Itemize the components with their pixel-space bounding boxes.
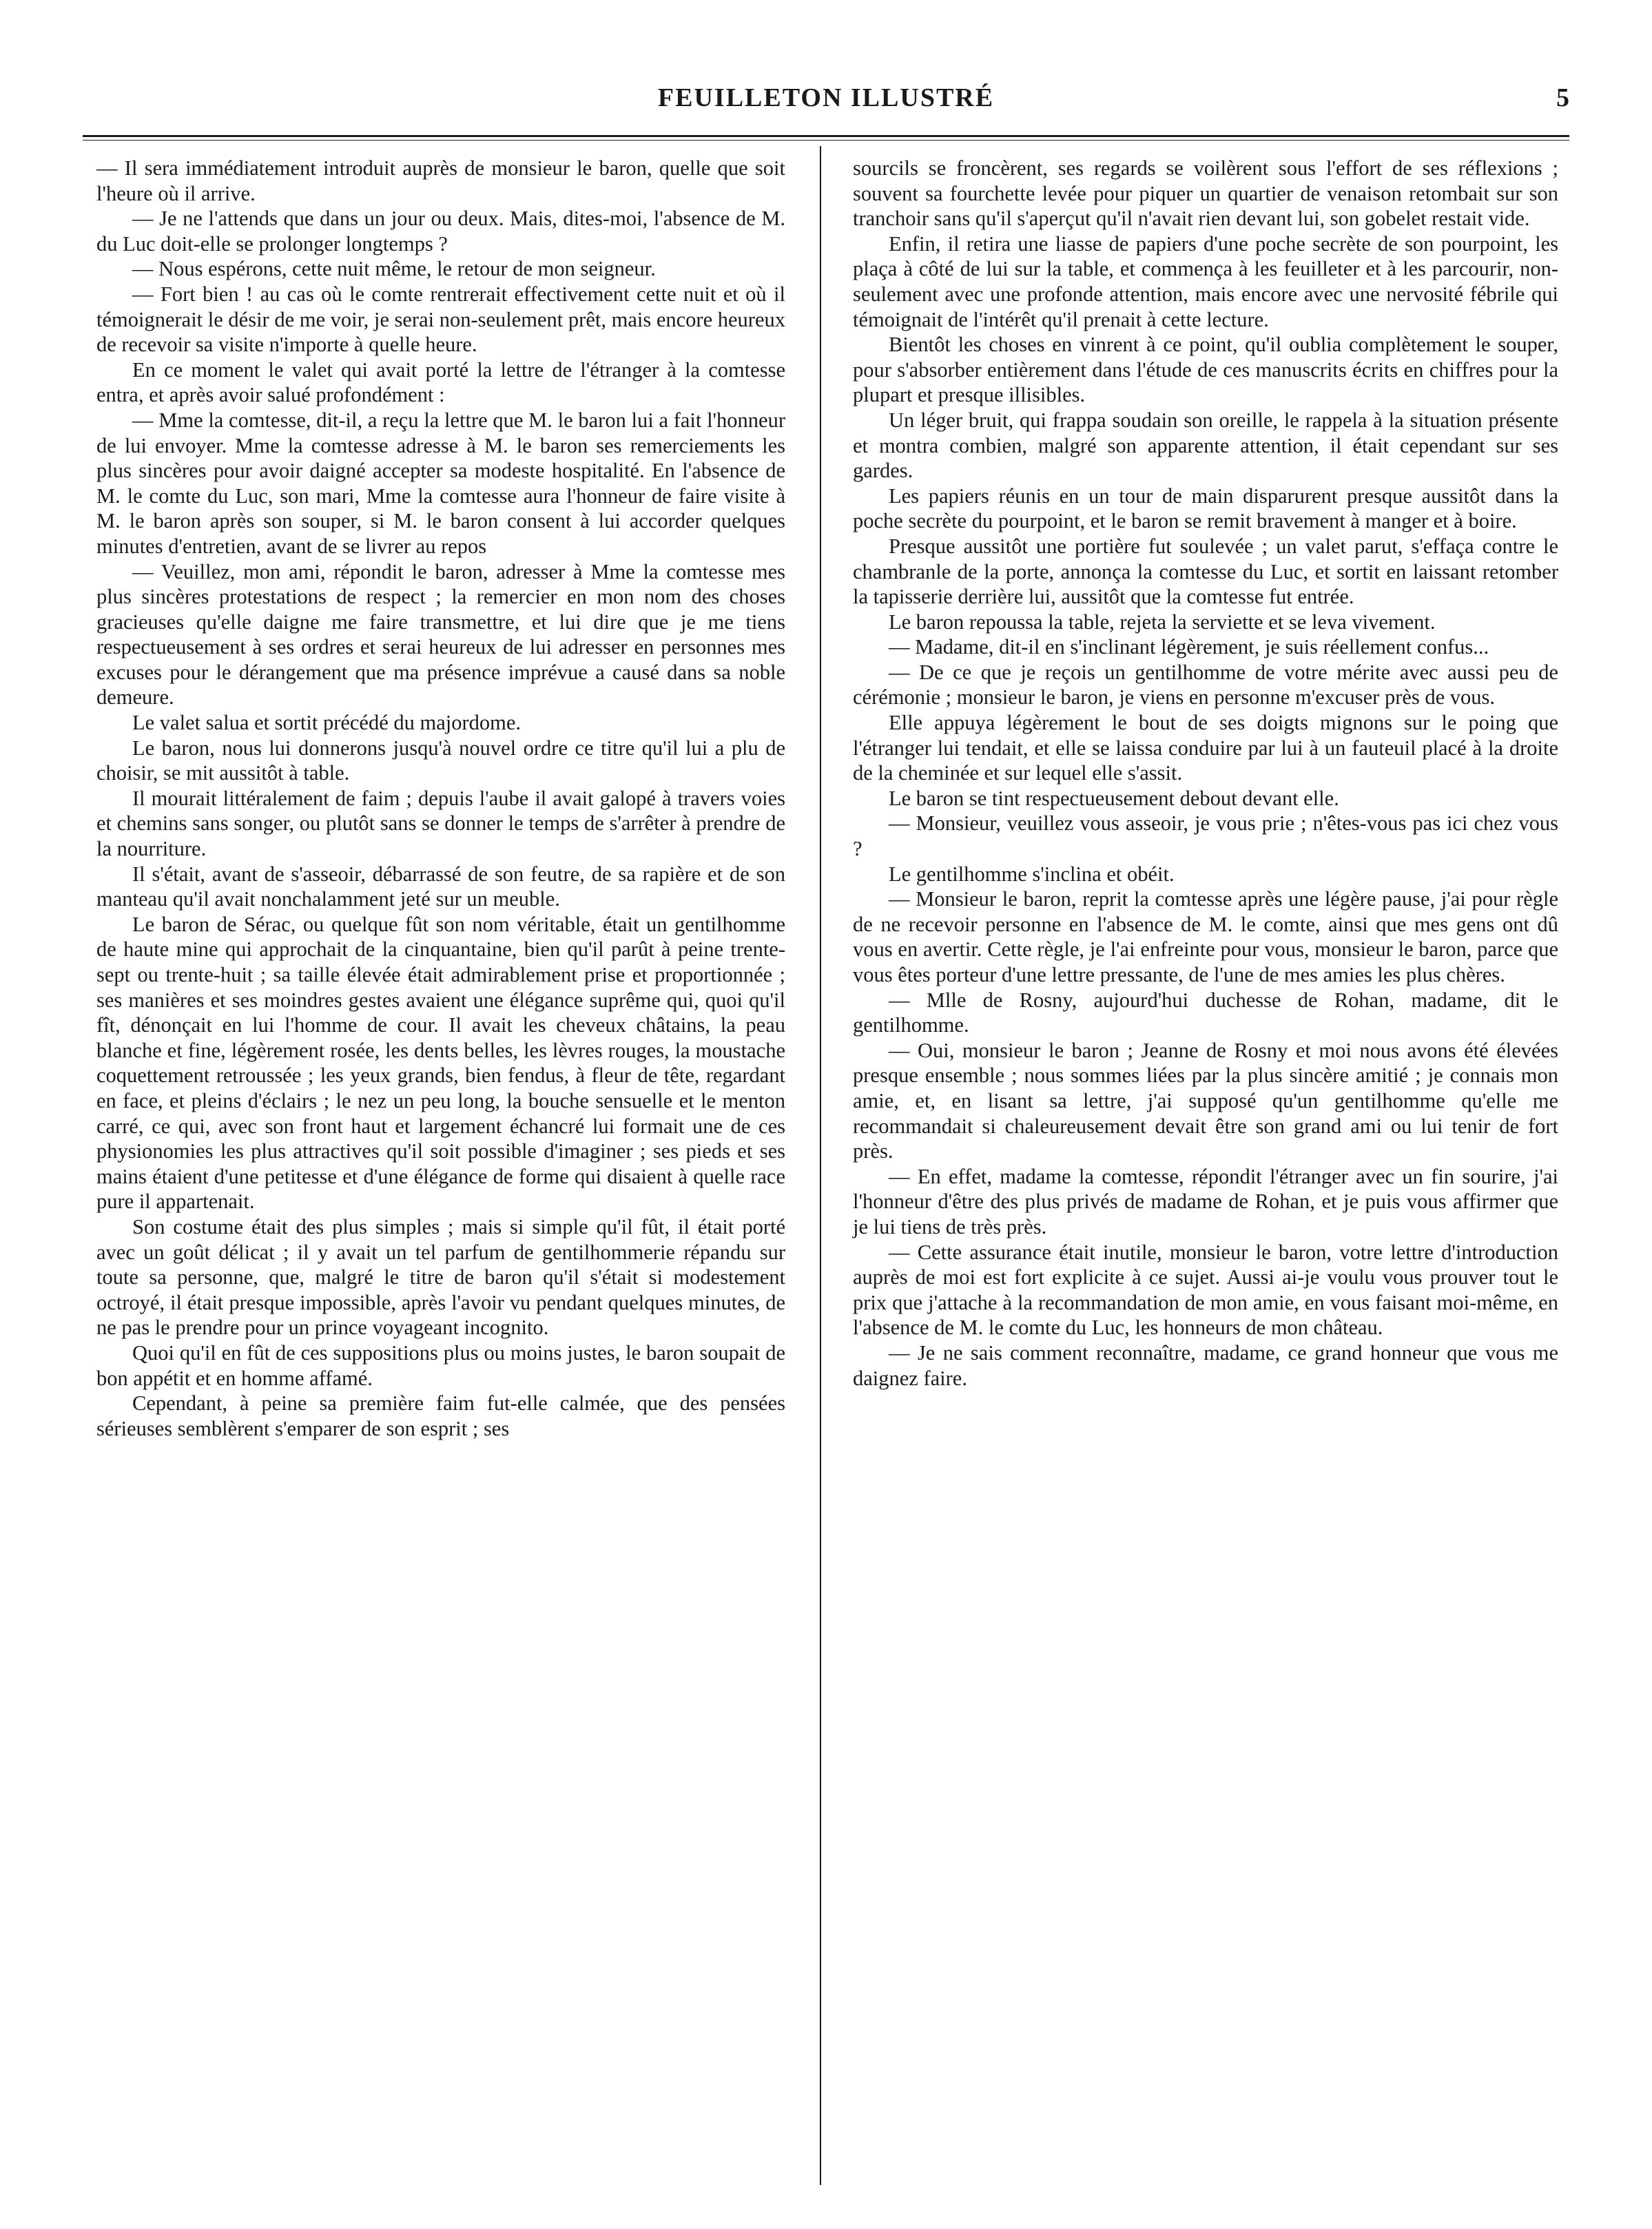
paragraph: — Oui, monsieur le baron ; Jeanne de Rosny et moi nous avons été élevées presque ensemble ; nous sommes liées par la plus sincère amitié ; je connais mon amie, et, en lisant sa lettre, j'ai supposé qu'un gentilhomme qu'elle me recommandait si chaleureusement devait être son grand ami ou lui tenir de fort près. [853,1038,1558,1163]
page-number: 5 [1556,83,1569,112]
paragraph: Il s'était, avant de s'asseoir, débarrassé de son feutre, de sa rapière et de son manteau qu'il avait nonchalamment jeté sur un meuble. [96,862,785,911]
paragraph: — Cette assurance était inutile, monsieur le baron, votre lettre d'introduction auprès de moi est fort explicite à ce sujet. Aussi ai-je voulu vous prouver tout le prix que j'attache à la recommandation de mon amie, en vous faisant moi-même, en l'absence de M. le comte du Luc, les honneurs de mon château. [853,1240,1558,1340]
paragraph: Les papiers réunis en un tour de main disparurent presque aussitôt dans la poche secrète du pourpoint, et le baron se remit bravement à manger et à boire. [853,484,1558,533]
paragraph: Un léger bruit, qui frappa soudain son oreille, le rappela à la situation présente et montra combien, malgré son apparente attention, il était cependant sur ses gardes. [853,408,1558,483]
left-column [96,156,785,1441]
paragraph: Le baron repoussa la table, rejeta la serviette et se leva vivement. [889,610,1436,634]
paragraph: Enfin, il retira une liasse de papiers d'une poche secrète de son pourpoint, les plaça à côté de lui sur la table, et commença à les feuilleter et à les parcourir, non-seulement avec une profonde attention, mais encore avec une nervosité fébrile qui témoignait de l'intérêt qu'il prenait à cette lecture. [853,231,1558,331]
paragraph: — Mme la comtesse, dit-il, a reçu la lettre que M. le baron lui a fait l'honneur de lui envoyer. Mme la comtesse adresse à M. le baron ses remerciements les plus sincères pour avoir daigné accepter sa modeste hospitalité. En l'absence de M. le comte du Luc, son mari, Mme la comtesse aura l'honneur de faire visite à M. le baron après son souper, si M. le baron consent à lui accorder quelques minutes d'entretien, avant de se livrer au repos [96,408,785,558]
paragraph: — De ce que je reçois un gentilhomme de votre mérite avec aussi peu de cérémonie ; monsieur le baron, je viens en personne m'excuser près de vous. [853,660,1558,709]
page-title: FEUILLETON ILLUSTRÉ [657,83,995,112]
paragraph: — Fort bien ! au cas où le comte rentrerait effectivement cette nuit et où il témoignerait le désir de me voir, je serai non-seulement prêt, mais encore heureux de recevoir sa visite n'importe à quelle heure. [96,282,785,357]
paragraph: — Veuillez, mon ami, répondit le baron, adresser à Mme la comtesse mes plus sincères protestations de respect ; la remercier en mon nom des choses gracieuses qu'elle daigne me faire transmettre, et lui dire que je me tiens respectueusement à ses ordres et serai heureux de lui adresser en personnes mes excuses pour le dérangement que ma présence imprévue a causé dans sa noble demeure. [96,559,785,709]
paragraph: Il mourait littéralement de faim ; depuis l'aube il avait galopé à travers voies et chemins sans songer, ou plutôt sans se donner le temps de s'arrêter à prendre de la nourriture. [96,786,785,861]
paragraph: — En effet, madame la comtesse, répondit l'étranger avec un fin sourire, j'ai l'honneur d'être des plus privés de madame de Rohan, et je puis vous affirmer que je lui tiens de très près. [853,1164,1558,1238]
paragraph: Elle appuya légèrement le bout de ses doigts mignons sur le poing que l'étranger lui tendait, et elle se laissa conduire par lui à un fauteuil placé à la droite de la cheminée et sur lequel elle s'assit. [853,711,1558,785]
paragraph: Son costume était des plus simples ; mais si simple qu'il fût, il était porté avec un goût délicat ; il y avait un tel parfum de gentilhommerie répandu sur toute sa personne, que, malgré le titre de baron qu'il s'était si modestement octroyé, il était presque impossible, après l'avoir vu pendant quelques minutes, de ne pas le prendre pour un prince voyageant incognito. [96,1214,785,1340]
page-header [83,83,1569,124]
paragraph: — Il sera immédiatement introduit auprès de monsieur le baron, quelle que soit l'heure où il arrive. [96,156,785,205]
paragraph: — Monsieur le baron, reprit la comtesse après une légère pause, j'ai pour règle de ne recevoir personne en l'absence de M. le comte, ainsi que mes gens ont dû vous en avertir. Cette règle, je l'ai enfreinte pour vous, monsieur le baron, parce que vous êtes porteur d'une lettre pressante, de l'une de mes amies les plus chères. [853,887,1558,986]
paragraph: — Monsieur, veuillez vous asseoir, je vous prie ; n'êtes-vous pas ici chez vous ? [853,811,1558,861]
paragraph: — Madame, dit-il en s'inclinant légèrement, je suis réellement confus... [889,635,1489,659]
paragraph: Cependant, à peine sa première faim fut-elle calmée, que des pensées sérieuses semblèrent s'emparer de son esprit ; ses [96,1391,785,1440]
header-rule [83,135,1569,137]
paragraph: En ce moment le valet qui avait porté la lettre de l'étranger à la comtesse entra, et après avoir salué profondément : [96,357,785,407]
paragraph: — Mlle de Rosny, aujourd'hui duchesse de Rohan, madame, dit le gentilhomme. [853,988,1558,1037]
paragraph: Presque aussitôt une portière fut soulevée ; un valet parut, s'effaça contre le chambranle de la porte, annonça la comtesse du Luc, et sortit en laissant retomber la tapisserie derrière lui, aussitôt que la comtesse fut entrée. [853,534,1558,609]
paragraph: — Je ne l'attends que dans un jour ou deux. Mais, dites-moi, l'absence de M. du Luc doit-elle se prolonger longtemps ? [96,207,785,256]
right-column [853,156,1558,1391]
paragraph: Le baron de Sérac, ou quelque fût son nom véritable, était un gentilhomme de haute mine qui approchait de la cinquantaine, bien qu'il parût à peine trente-sept ou trente-huit ; sa taille élevée était admirablement prise et proportionnée ; ses manières et ses moindres gestes avaient une élégance suprême qui, quoi qu'il fît, dénonçait en lui l'homme de cour. Il avait les cheveux châtains, la peau blanche et fine, légèrement rosée, les dents belles, les lèvres rouges, la moustache coquettement retroussée ; les yeux grands, bien fendus, à fleur de tête, regardant en face, et pleins d'éclairs ; le nez un peu long, la bouche sensuelle et le menton carré, ce qui, avec son front haut et largement échancré lui formait une de ces physionomies les plus attractives qu'il soit possible d'imaginer ; ses pieds et ses mains étaient d'une petitesse et d'une élégance de forme qui disaient à quelle race pure il appartenait. [96,912,785,1214]
column-divider [820,146,821,2185]
paragraph: sourcils se froncèrent, ses regards se voilèrent sous l'effort de ses réflexions ; souvent sa fourchette levée pour piquer un quartier de venaison retombait sur son tranchoir sans qu'il s'aperçut qu'il n'avait rien devant lui, son gobelet restait vide. [853,156,1558,231]
paragraph: Le valet salua et sortit précédé du majordome. [132,711,522,735]
paragraph: Quoi qu'il en fût de ces suppositions plus ou moins justes, le baron soupait de bon appétit et en homme affamé. [96,1340,785,1390]
paragraph: — Nous espérons, cette nuit même, le retour de mon seigneur. [132,257,656,281]
paragraph: Bientôt les choses en vinrent à ce point, qu'il oublia complètement le souper, pour s'absorber entièrement dans l'étude de ces manuscrits écrits en chiffres pour la plupart et presque illisibles. [853,333,1558,407]
paragraph: Le gentilhomme s'inclina et obéit. [889,862,1175,886]
header-rule-thin [83,140,1569,141]
paragraph: Le baron, nous lui donnerons jusqu'à nouvel ordre ce titre qu'il lui a plu de choisir, se mit aussitôt à table. [96,736,785,785]
paragraph: Le baron se tint respectueusement debout devant elle. [889,786,1339,810]
paragraph: — Je ne sais comment reconnaître, madame, ce grand honneur que vous me daignez faire. [853,1340,1558,1390]
